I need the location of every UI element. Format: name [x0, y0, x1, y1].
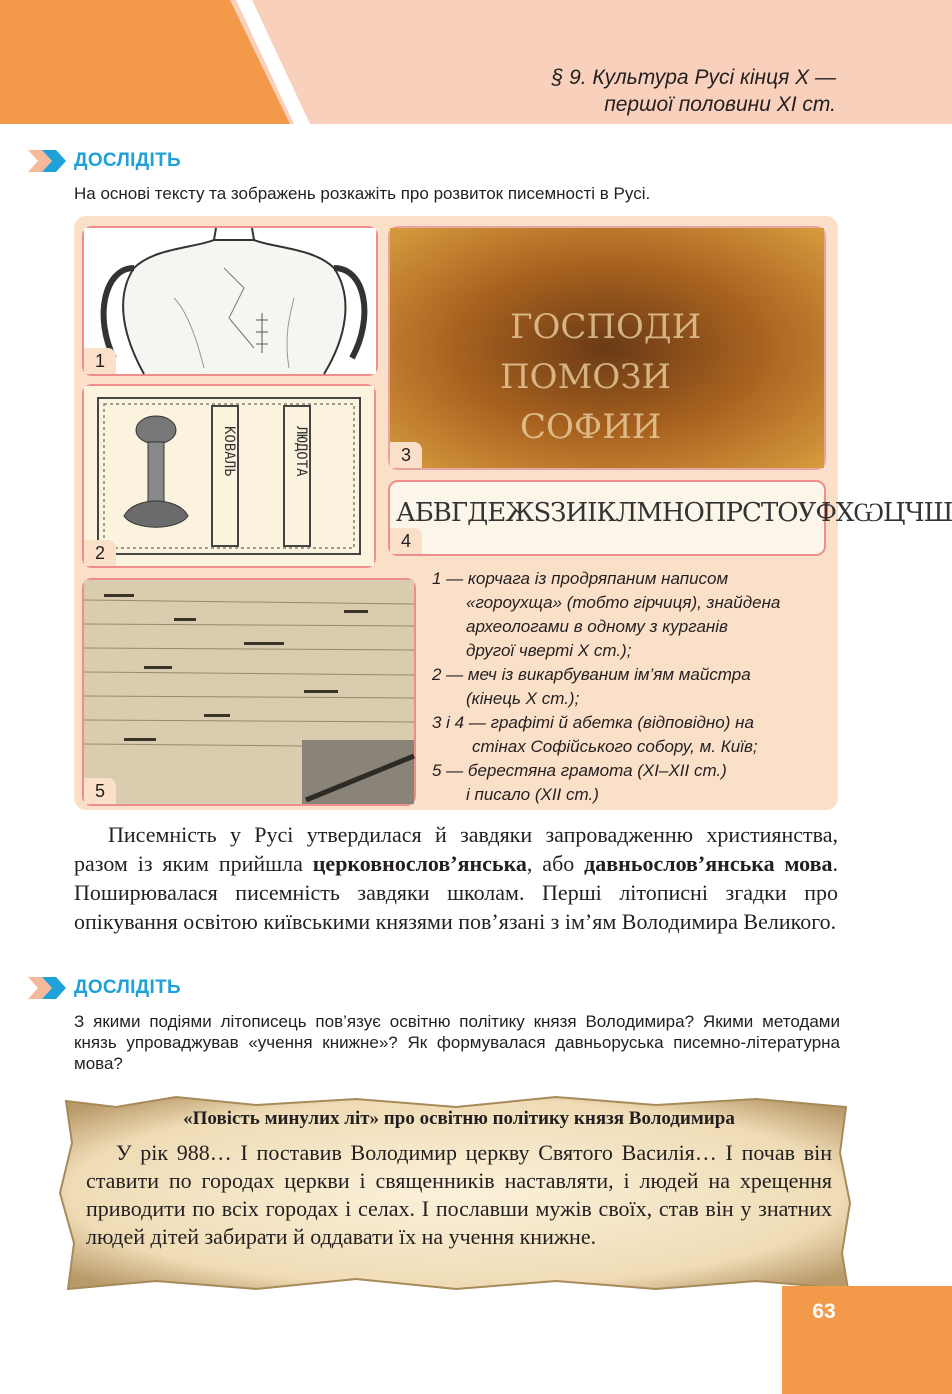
term-old-slavonic: давньослов’янська мова	[584, 851, 833, 876]
section-title-line1: § 9. Культура Русі кінця Х —	[551, 66, 836, 89]
source-title: «Повість минулих літ» про освітню політику князя Володимира	[183, 1108, 735, 1129]
amphora-drawing	[84, 228, 376, 374]
double-chevron-icon	[28, 977, 68, 999]
caption-line: і писало (ХІІ ст.)	[466, 785, 599, 804]
figure-number: 4	[390, 528, 422, 554]
caption-line: 1 — корчага із продряпаним написом	[432, 569, 729, 588]
caption-line: 5 — берестяна грамота (ХІ–ХІІ ст.)	[432, 761, 727, 780]
body-text: , або	[526, 851, 585, 876]
caption-line: 2 — меч із викарбуваним ім’ям майстра	[432, 665, 751, 684]
caption-line: археологами в одному з курганів	[466, 617, 728, 636]
caption-line: «гороухща» (тобто гірчиця), знайдена	[466, 593, 781, 612]
body-text: Писемність у Русі утвердилася й завдяки запровадженню християнства, разом із яким прийшла	[74, 822, 838, 876]
body-paragraph	[74, 820, 838, 936]
term-church-slavonic: церковнослов’янська	[312, 851, 527, 876]
research-task-1: На основі тексту та зображень розкажіть про розвиток писемності в Русі.	[74, 184, 651, 203]
research-heading-1	[28, 149, 181, 173]
alphabet-inscription: АБВГДЕЖЅЗИІКЛМНОПРСТОУФХѠЦЧШ	[396, 498, 952, 528]
figure-caption	[432, 567, 780, 807]
figure-number: 1	[84, 348, 116, 374]
research-heading-2	[28, 976, 181, 1000]
figure-3-graffiti	[388, 226, 826, 470]
caption-line: стінах Софійського собору, м. Київ;	[472, 737, 758, 756]
caption-line: 3 і 4 — графіті й абетка (відповідно) на	[432, 713, 754, 732]
figure-4-alphabet	[388, 480, 952, 556]
source-paragraph: У рік 988… І поставив Володимир церкву Святого Василія… І почав він ставити по городах церкви і священників наставляти, і людей на хрещення приводити по всіх городах і селах. І пославши мужів своїх, став він у знатних людей дітей забирати й оддавати їх на учення книжне.	[86, 1140, 832, 1249]
figure-1-korchaga	[82, 226, 378, 376]
figure-2-sword	[82, 384, 376, 568]
body-text: . Поширювалася писемність завдяки школам. Перші літописні згадки про опікування освітою київськими князями пов’язані з ім’ям Володимира Великого.	[74, 851, 839, 934]
graffiti-line: ПОМОЗИ	[500, 357, 672, 397]
graffiti-line: ГОСПОДИ	[510, 307, 702, 347]
research-label: ДОСЛІДІТЬ	[74, 150, 181, 171]
section-title-line2: першої половини ХІ ст.	[604, 93, 836, 116]
source-text	[86, 1139, 832, 1251]
graffiti-photo	[390, 228, 824, 468]
sword-inscription-left: КОВАЛЬ	[221, 426, 237, 477]
figure-5-birch-bark	[82, 578, 416, 806]
figure-number: 3	[390, 442, 422, 468]
figure-number: 2	[84, 540, 116, 566]
birch-bark-photo	[84, 580, 414, 804]
research-label: ДОСЛІДІТЬ	[74, 977, 181, 998]
caption-line: другої чверті Х ст.);	[466, 641, 632, 660]
caption-line: (кінець Х ст.);	[466, 689, 580, 708]
page-number-tab	[782, 1286, 952, 1394]
graffiti-line: СОФИИ	[520, 407, 662, 447]
figure-number: 5	[84, 778, 116, 804]
sword-inscription-right: ЛЮДОТА	[293, 426, 309, 477]
research-task-2: З якими подіями літописець пов’язує освітню політику князя Володимира? Якими методами князь упроваджував «учення книжне»? Як формувалася давньоруська писемно-літературна мова?	[74, 1012, 840, 1073]
double-chevron-icon	[28, 150, 68, 172]
page-number: 63	[812, 1300, 836, 1323]
section-title	[552, 64, 836, 118]
sword-drawing	[84, 386, 374, 566]
